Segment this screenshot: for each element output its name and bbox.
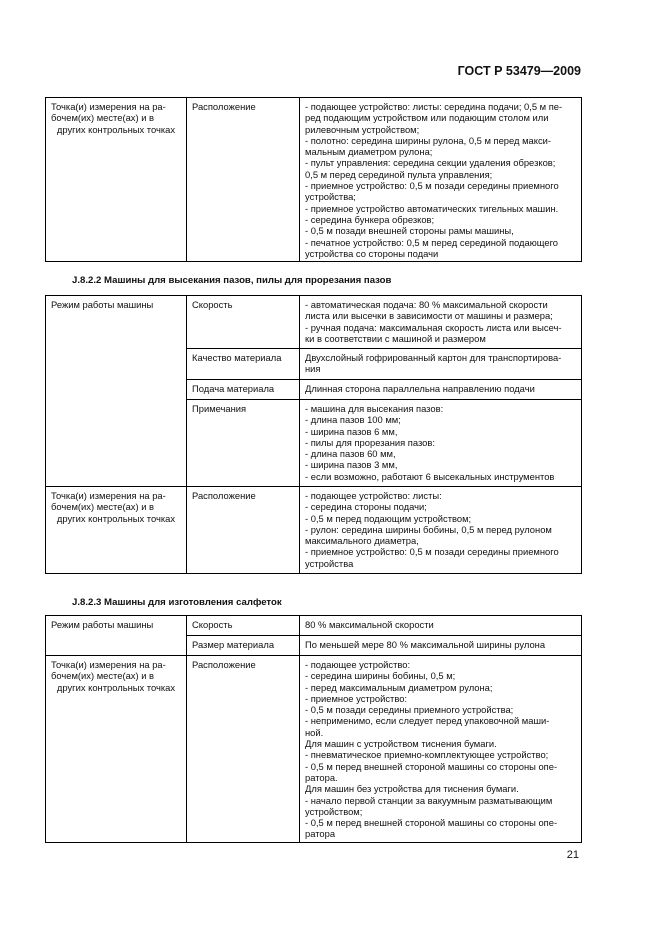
location-value: - подающее устройство: листы: середина подачи; 0,5 м пе- ред подающим устройством или подающим столом или рилевочным устройством; - полотно: середина ширины рулона, 0,5 м перед макси- мальным диаметром рулона; - пульт управления: середина секции удаления обрезков; 0,5 м перед серединой пульта управления; - приемное устройство: 0,5 м позади середины приемного устройства; - приемное устройство автоматических тигельных машин. - середина бункера обрезков; - 0,5 м позади внешней стороны рамы машины, - печатное устройство: 0,5 м перед серединой подающего устройства со стороны подачи [300,98,582,262]
notes-label: Примечания [187,400,300,487]
section-heading-napkin-machines: J.8.2.3 Машины для изготовления салфеток [72,597,282,608]
material-feed-value: Длинная сторона параллельна направлению подачи [300,380,582,400]
speed-value: - автоматическая подача: 80 % максимальной скорости листа или высечки в зависимости от машины и размера; - ручная подача: максимальная скорость листа или высеч- ки в соответствии с машиной и размером [300,296,582,349]
measurement-point-cell: Точка(и) измерения на ра- бочем(их) месте(ах) и в других контрольных точках [46,656,187,843]
table-napkin-machines [45,615,582,843]
location-value: - подающее устройство: листы: - середина стороны подачи; - 0,5 м перед подающим устройством; - рулон: середина ширины бобины, 0,5 м перед рулоном максимального диаметра, - приемное устройство: 0,5 м позади середины приемного устройства [300,487,582,574]
speed-label: Скорость [187,296,300,349]
location-value: - подающее устройство: - середина ширины бобины, 0,5 м; - перед максимальным диаметром рулона; - приемное устройство: - 0,5 м позади середины приемного устройства; - неприменимо, если следует перед упаковочной маши- ной. Для машин с устройством тиснения бумаги. - пневматическое приемно-комплектующее устройство; - 0,5 м перед внешней стороной машины со стороны опе- ратора. Для машин без устройства для тиснения бумаги. - начало первой станции за вакуумным разматывающим устройством; - 0,5 м перед внешней стороной машины со стороны опе- ратора [300,656,582,843]
material-quality-label: Качество материала [187,349,300,380]
table-row [46,487,582,574]
speed-label: Скорость [187,616,300,636]
page-number: 21 [566,849,579,861]
material-size-label: Размер материала [187,636,300,656]
material-size-value: По меньшей мере 80 % максимальной ширины рулона [300,636,582,656]
table-row [46,616,582,636]
material-feed-label: Подача материала [187,380,300,400]
notes-value: - машина для высекания пазов: - длина пазов 100 мм; - ширина пазов 6 мм, - пилы для прорезания пазов: - длина пазов 60 мм, - ширина пазов 3 мм, - если возможно, работают 6 высекальных инструментов [300,400,582,487]
material-quality-value: Двухслойный гофрированный картон для транспортирова- ния [300,349,582,380]
document-id: ГОСТ Р 53479—2009 [457,64,581,78]
table-row [46,296,582,349]
location-label: Расположение [187,487,300,574]
table-slot-machines [45,295,582,574]
table-location-continued [45,97,582,262]
location-label: Расположение [187,98,300,262]
operating-mode-label: Режим работы машины [46,296,187,487]
measurement-point-cell: Точка(и) измерения на ра- бочем(их) месте(ах) и в других контрольных точках [46,98,187,262]
operating-mode-label: Режим работы машины [46,616,187,656]
location-label: Расположение [187,656,300,843]
speed-value: 80 % максимальной скорости [300,616,582,636]
measurement-point-cell: Точка(и) измерения на ра- бочем(их) месте(ах) и в других контрольных точках [46,487,187,574]
table-row [46,656,582,843]
table-row [46,98,582,262]
section-heading-slot-machines: J.8.2.2 Машины для высекания пазов, пилы для прорезания пазов [72,275,392,286]
